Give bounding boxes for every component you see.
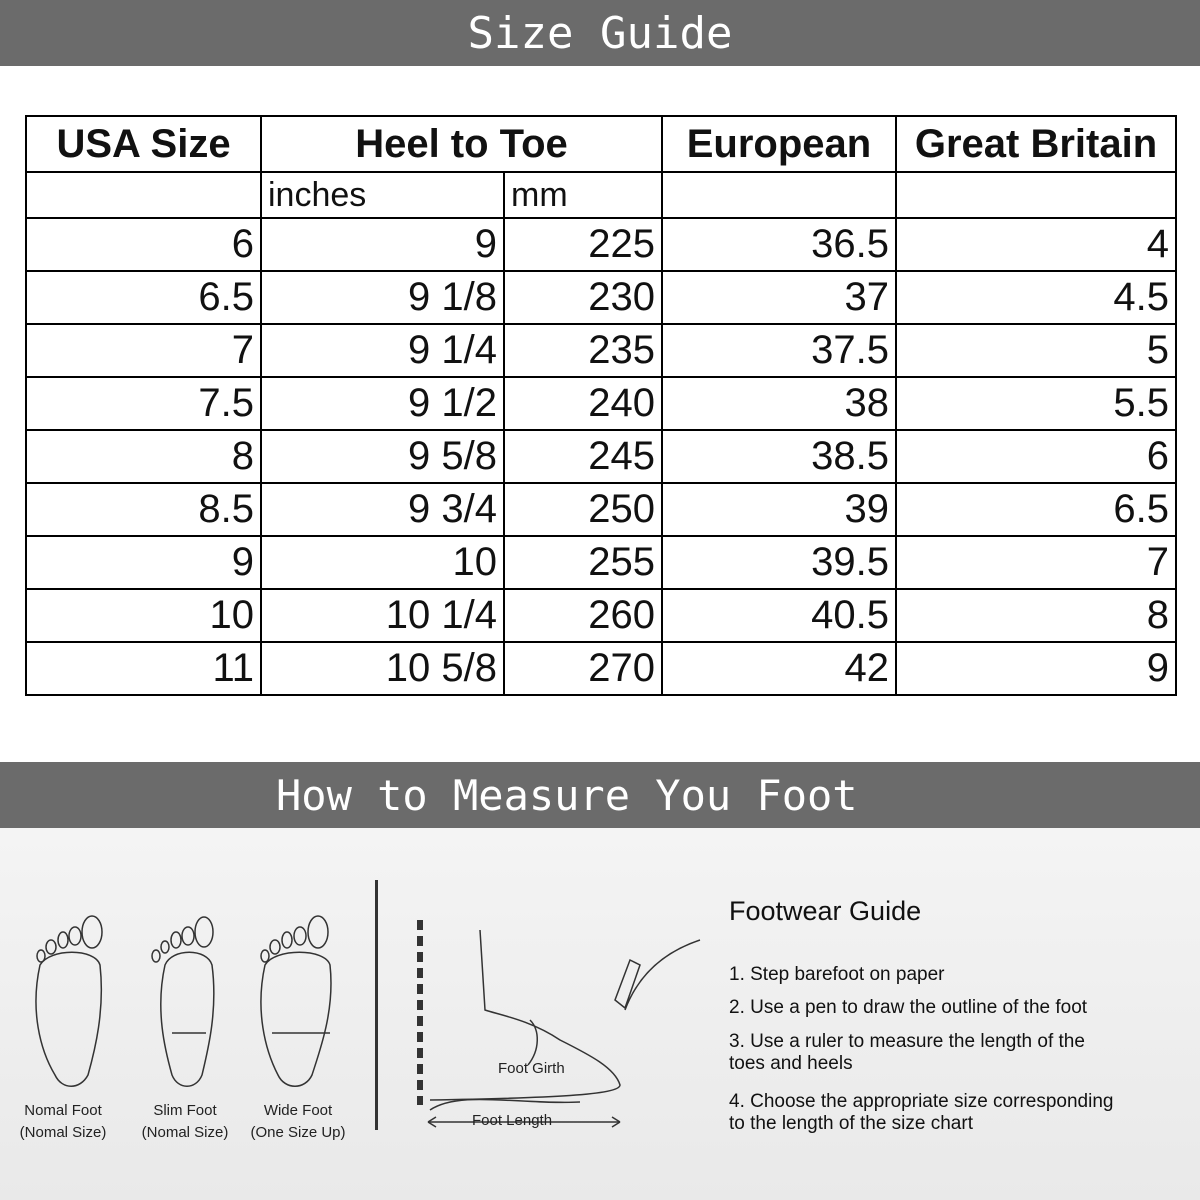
normal-foot-name: Nomal Foot — [24, 1102, 102, 1119]
table-row — [26, 430, 1176, 483]
table-cell: 9 1/8 — [261, 271, 504, 324]
normal-foot-label — [8, 1100, 118, 1144]
table-cell: 4 — [896, 218, 1176, 271]
units-empty — [896, 172, 1176, 218]
table-row — [26, 377, 1176, 430]
table-cell: 245 — [504, 430, 662, 483]
table-cell: 38 — [662, 377, 896, 430]
units-mm: mm — [504, 172, 662, 218]
table-cell: 8 — [26, 430, 261, 483]
table-cell: 9 1/4 — [261, 324, 504, 377]
table-cell: 4.5 — [896, 271, 1176, 324]
table-cell: 6.5 — [26, 271, 261, 324]
table-cell: 6.5 — [896, 483, 1176, 536]
wide-foot-name: Wide Foot — [263, 1102, 333, 1119]
table-cell: 42 — [662, 642, 896, 695]
table-cell: 9 — [261, 218, 504, 271]
units-inches: inches — [261, 172, 504, 218]
header-heel-to-toe: Heel to Toe — [261, 116, 662, 172]
slim-foot-name: Slim Foot — [153, 1102, 217, 1119]
footwear-guide-title: Footwear Guide — [729, 896, 922, 926]
divider — [375, 880, 378, 1130]
size-table — [25, 115, 1177, 696]
table-cell: 7 — [896, 536, 1176, 589]
guide-step-2: 2. Use a pen to draw the outline of the foot — [729, 997, 1088, 1018]
measure-diagram — [400, 890, 720, 1140]
table-cell: 270 — [504, 642, 662, 695]
table-cell: 230 — [504, 271, 662, 324]
table-row — [26, 218, 1176, 271]
size-guide-title: Size Guide — [467, 7, 733, 59]
units-empty — [26, 172, 261, 218]
table-cell: 10 — [261, 536, 504, 589]
table-cell: 40.5 — [662, 589, 896, 642]
table-cell: 9 5/8 — [261, 430, 504, 483]
table-cell: 235 — [504, 324, 662, 377]
table-cell: 37 — [662, 271, 896, 324]
pen-hand-icon — [615, 940, 700, 1010]
table-cell: 38.5 — [662, 430, 896, 483]
table-cell: 9 — [896, 642, 1176, 695]
table-cell: 6 — [896, 430, 1176, 483]
table-cell: 5.5 — [896, 377, 1176, 430]
table-cell: 9 — [26, 536, 261, 589]
table-cell: 10 5/8 — [261, 642, 504, 695]
table-cell: 240 — [504, 377, 662, 430]
table-cell: 39.5 — [662, 536, 896, 589]
table-cell: 6 — [26, 218, 261, 271]
table-cell: 11 — [26, 642, 261, 695]
normal-foot-icon — [36, 916, 102, 1086]
foot-girth-label: Foot Girth — [498, 1060, 565, 1077]
table-cell: 9 3/4 — [261, 483, 504, 536]
wide-foot-note: (One Size Up) — [250, 1124, 346, 1141]
table-cell: 8.5 — [26, 483, 261, 536]
table-cell: 225 — [504, 218, 662, 271]
table-cell: 10 — [26, 589, 261, 642]
table-cell: 8 — [896, 589, 1176, 642]
table-cell: 7 — [26, 324, 261, 377]
table-cell: 7.5 — [26, 377, 261, 430]
wide-foot-icon — [261, 916, 331, 1086]
table-row — [26, 324, 1176, 377]
guide-step-3: 3. Use a ruler to measure the length of the toes and heels — [729, 1031, 1085, 1074]
table-row — [26, 589, 1176, 642]
slim-foot-icon — [152, 917, 214, 1086]
header-european: European — [662, 116, 896, 172]
units-empty — [662, 172, 896, 218]
slim-foot-note: (Nomal Size) — [141, 1124, 229, 1141]
header-row — [26, 116, 1176, 172]
table-row — [26, 536, 1176, 589]
guide-step-4: 4. Choose the appropriate size corresponding to the length of the size chart — [729, 1091, 1114, 1134]
wide-foot-label — [243, 1100, 353, 1144]
header-usa: USA Size — [26, 116, 261, 172]
table-cell: 5 — [896, 324, 1176, 377]
units-row — [26, 172, 1176, 218]
table-cell: 10 1/4 — [261, 589, 504, 642]
foot-length-label: Foot Length — [472, 1112, 553, 1129]
table-row — [26, 271, 1176, 324]
table-cell: 39 — [662, 483, 896, 536]
slim-foot-label — [130, 1100, 240, 1144]
guide-step-1: 1. Step barefoot on paper — [729, 964, 945, 985]
measure-title: How to Measure You Foot — [276, 770, 858, 820]
table-cell: 260 — [504, 589, 662, 642]
table-cell: 37.5 — [662, 324, 896, 377]
size-guide-banner — [0, 0, 1200, 66]
table-cell: 36.5 — [662, 218, 896, 271]
normal-foot-note: (Nomal Size) — [19, 1124, 107, 1141]
foot-outlines — [0, 900, 375, 1100]
table-cell: 255 — [504, 536, 662, 589]
measure-banner — [0, 762, 1200, 828]
table-cell: 9 1/2 — [261, 377, 504, 430]
header-great-britain: Great Britain — [896, 116, 1176, 172]
table-cell: 250 — [504, 483, 662, 536]
table-row — [26, 642, 1176, 695]
table-row — [26, 483, 1176, 536]
